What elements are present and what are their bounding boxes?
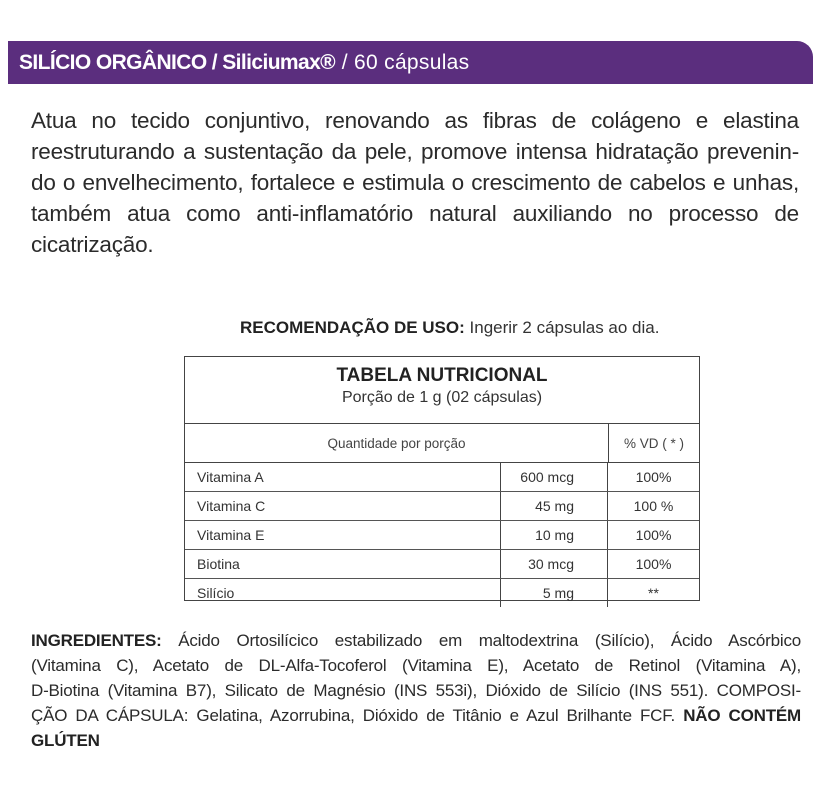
- table-row: [185, 521, 699, 550]
- description-line: Atua no tecido conjuntivo, renovando as fibras de colágeno e elastina: [31, 108, 799, 133]
- ingredients-section: [31, 628, 801, 753]
- nutrient-vd: 100 %: [633, 498, 674, 514]
- capsule-composition: ÇÃO DA CÁPSULA: Gelatina, Azorrubina, Dióxido de Titânio e Azul Brilhante FCF.: [31, 706, 684, 725]
- nutrient-amount: 5 mg: [501, 579, 608, 607]
- ingredients-line: D-Biotina (Vitamina B7), Silicato de Magnésio (INS 553i), Dióxido de Silício (INS 551). COMPOSI-: [31, 681, 801, 700]
- description-line: reestruturando a sustentação da pele, promove intensa hidratação prevenin-: [31, 139, 799, 164]
- ingredients-line: [31, 703, 801, 728]
- nutrient-name: Biotina: [185, 550, 501, 578]
- product-name: SILÍCIO ORGÂNICO / Siliciumax: [19, 50, 321, 74]
- description-line: também atua como anti-inflamatório natural auxiliando no processo de: [31, 201, 799, 226]
- table-row: [185, 579, 699, 607]
- product-title-bar: [8, 41, 813, 84]
- nutrition-table: [184, 356, 700, 601]
- nutrient-amount: 10 mg: [501, 521, 608, 549]
- nutrition-portion: Porção de 1 g (02 cápsulas): [341, 389, 543, 406]
- nutrient-amount: 600 mcg: [501, 463, 608, 491]
- registered-mark: ®: [320, 50, 336, 74]
- nutrition-column-headers: [185, 424, 699, 463]
- nutrient-amount: 30 mcg: [501, 550, 608, 578]
- nutrient-amount: 45 mg: [501, 492, 608, 520]
- nutrient-name: Silício: [185, 579, 501, 607]
- nutrient-vd: **: [648, 585, 659, 601]
- table-row: [185, 492, 699, 521]
- quantity-per-portion-header: Quantidade por porção: [185, 424, 609, 462]
- capsule-count: / 60 cápsulas: [335, 50, 470, 74]
- product-description: [31, 105, 799, 260]
- usage-recommendation: [240, 318, 659, 338]
- nutrient-name: Vitamina E: [185, 521, 501, 549]
- description-line: do o envelhecimento, fortalece e estimula o crescimento de cabelos e unhas,: [31, 170, 799, 195]
- ingredients-line: [31, 728, 801, 753]
- description-line: cicatrização.: [31, 232, 154, 257]
- ingredients-line: [31, 628, 801, 653]
- daily-value-header: % VD ( * ): [623, 435, 684, 451]
- ingredients-line: (Vitamina C), Acetato de DL-Alfa-Tocoferol (Vitamina E), Acetato de Retinol (Vitamina A),: [31, 656, 801, 675]
- nutrition-table-header: [185, 357, 699, 424]
- nutrient-vd: 100%: [635, 469, 672, 485]
- nutrient-name: Vitamina A: [185, 463, 501, 491]
- gluten-warning: NÃO CONTÉM: [683, 706, 801, 725]
- table-row: [185, 550, 699, 579]
- usage-text: Ingerir 2 cápsulas ao dia.: [464, 318, 660, 337]
- gluten-warning-cont: GLÚTEN: [31, 731, 100, 750]
- nutrient-vd: 100%: [635, 556, 672, 572]
- product-title: [19, 51, 469, 75]
- ingredients-label: INGREDIENTES:: [31, 631, 162, 650]
- nutrient-name: Vitamina C: [185, 492, 501, 520]
- nutrition-table-title: TABELA NUTRICIONAL: [336, 365, 548, 386]
- usage-label: RECOMENDAÇÃO DE USO:: [240, 318, 465, 337]
- ingredients-text: Ácido Ortosilícico estabilizado em maltodextrina (Silício), Ácido Ascórbico: [161, 631, 801, 650]
- nutrient-vd: 100%: [635, 527, 672, 543]
- table-row: [185, 463, 699, 492]
